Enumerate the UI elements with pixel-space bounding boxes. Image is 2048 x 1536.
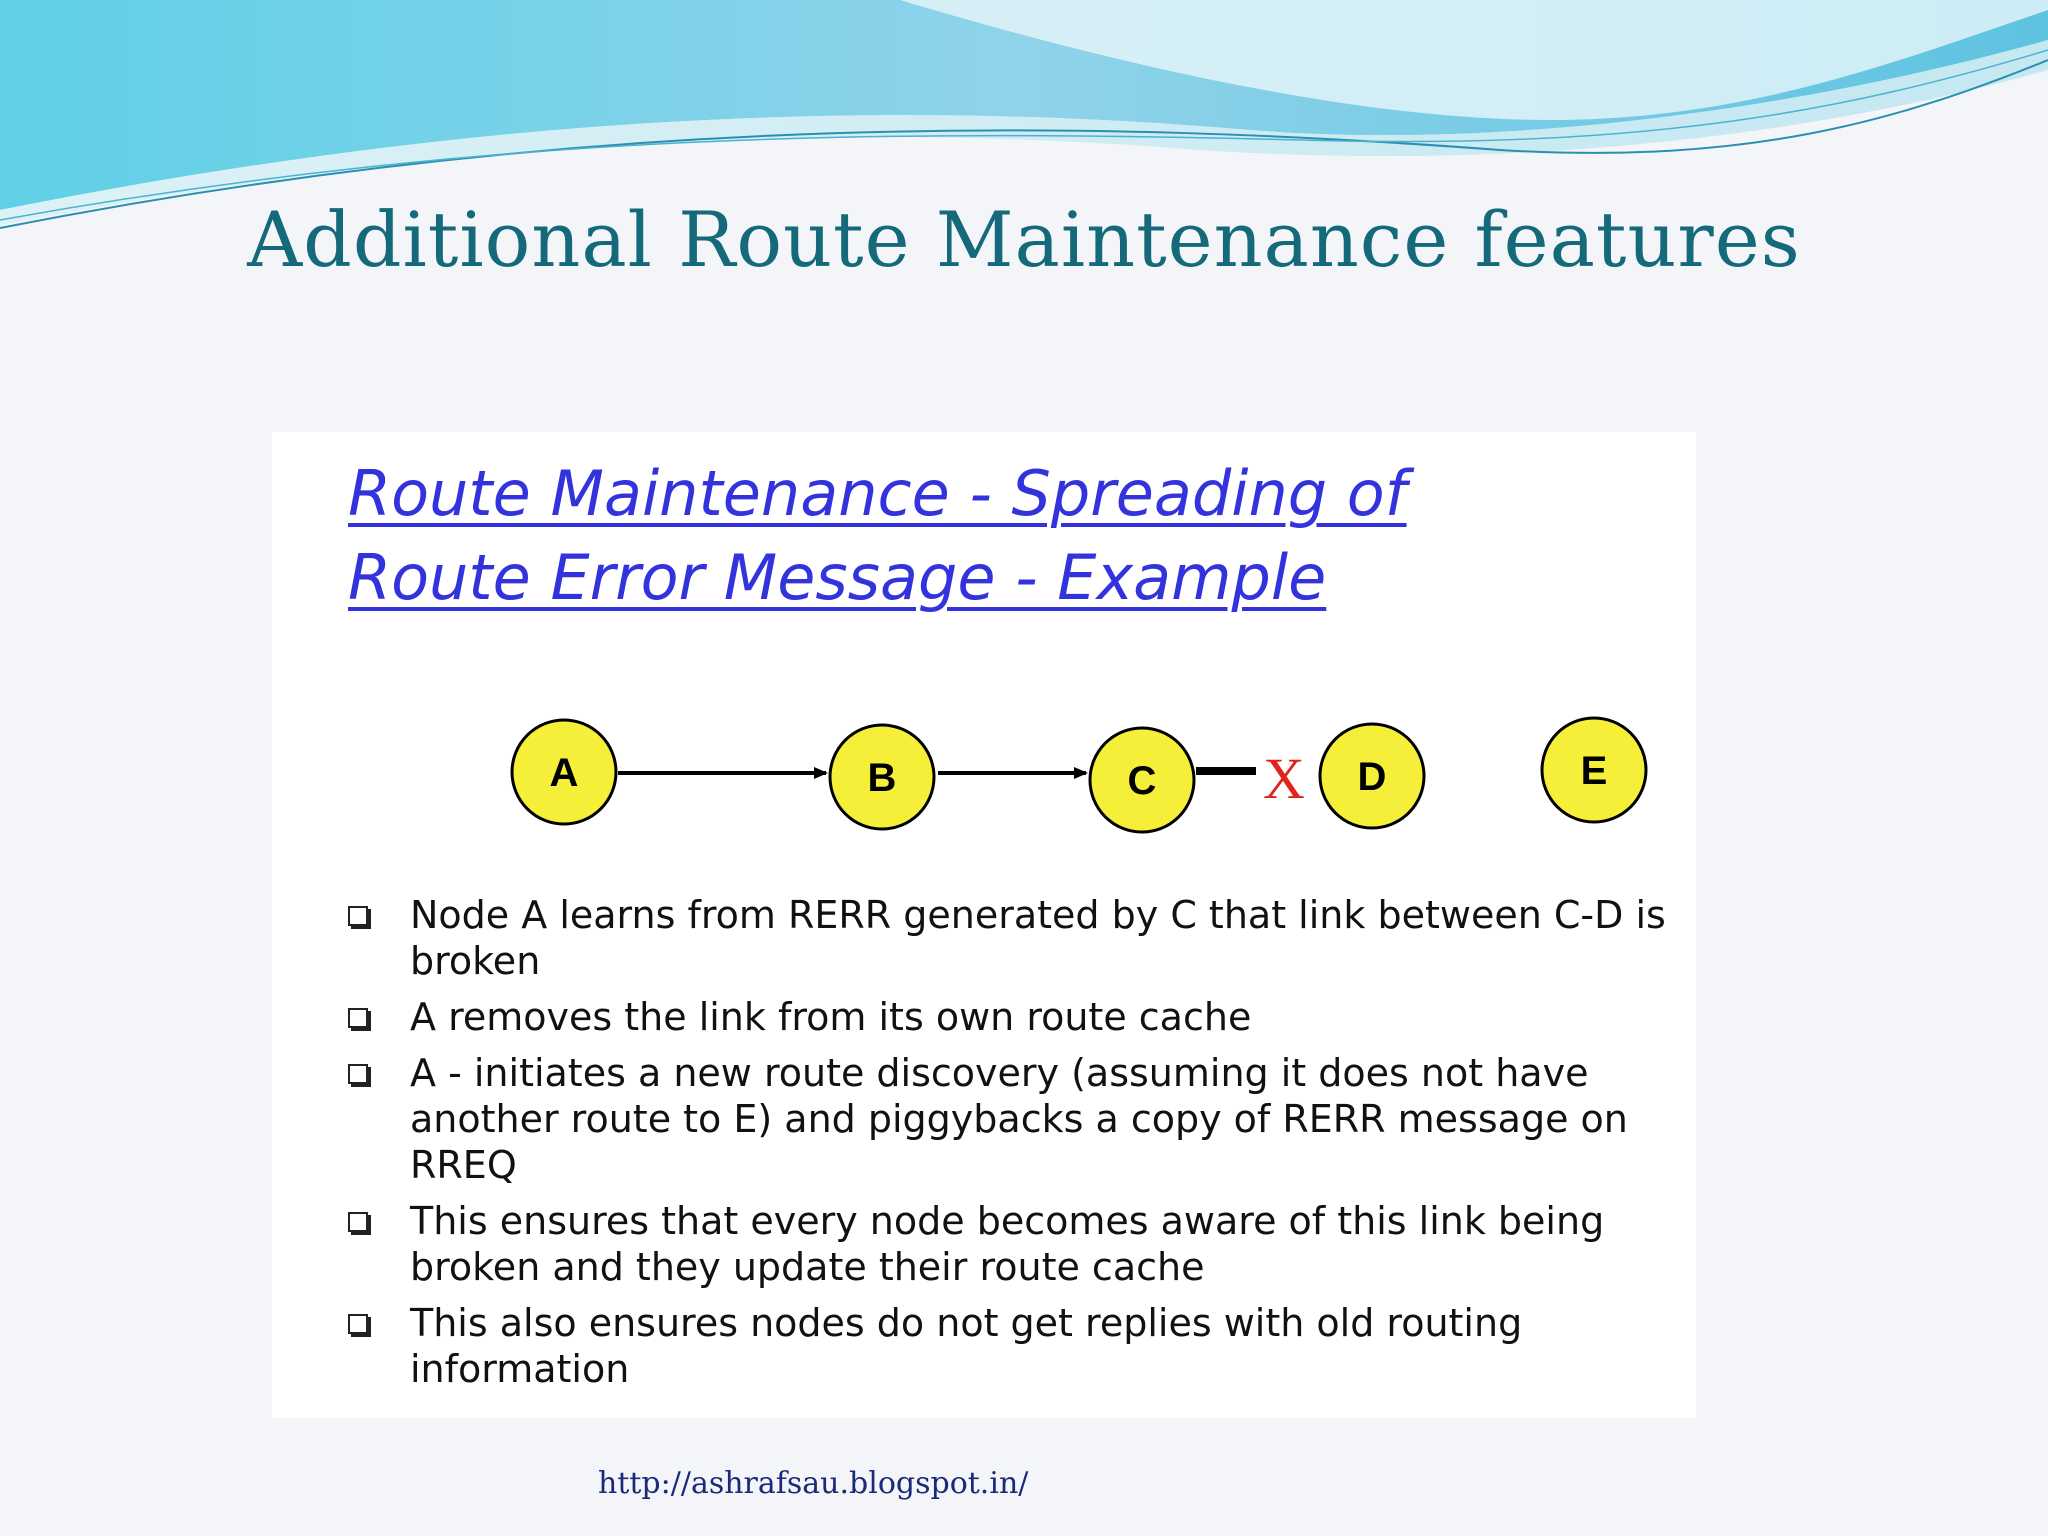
node-e — [1542, 718, 1646, 822]
checkbox-bullet-icon — [348, 906, 368, 926]
node-d — [1320, 724, 1424, 828]
panel-title-line-2: Route Error Message - Example — [348, 541, 1327, 614]
checkbox-bullet-icon — [348, 1008, 368, 1028]
panel-title-line-1: Route Maintenance - Spreading of — [348, 457, 1407, 530]
node-a — [512, 720, 616, 824]
node-c-label: C — [1127, 759, 1157, 803]
checkbox-bullet-icon — [348, 1212, 368, 1232]
slide-title: Additional Route Maintenance features — [247, 195, 1801, 284]
bullet-item: This ensures that every node becomes aware of this link being broken and they update their route cache — [348, 1198, 1678, 1290]
node-b — [830, 725, 934, 829]
node-d-label: D — [1357, 755, 1387, 799]
checkbox-bullet-icon — [348, 1064, 368, 1084]
bullet-item: Node A learns from RERR generated by C that link between C-D is broken — [348, 892, 1678, 984]
node-a-label: A — [549, 751, 579, 795]
checkbox-bullet-icon — [348, 1314, 368, 1334]
broken-link-x-marker: X — [1263, 746, 1305, 811]
node-b-label: B — [867, 756, 897, 800]
bullet-item: A removes the link from its own route cache — [348, 994, 1678, 1040]
route-error-diagram — [272, 692, 1696, 842]
panel-title — [348, 452, 1608, 620]
node-e-label: E — [1580, 749, 1608, 793]
node-c — [1090, 728, 1194, 832]
bullet-item: A - initiates a new route discovery (assuming it does not have another route to E) and piggybacks a copy of RERR message on RREQ — [348, 1050, 1678, 1188]
embedded-slide-image — [272, 432, 1696, 1418]
footer-url-link[interactable]: http://ashrafsau.blogspot.in/ — [598, 1466, 1029, 1501]
bullet-item: This also ensures nodes do not get replies with old routing information — [348, 1300, 1678, 1392]
bullet-list — [348, 892, 1678, 1402]
